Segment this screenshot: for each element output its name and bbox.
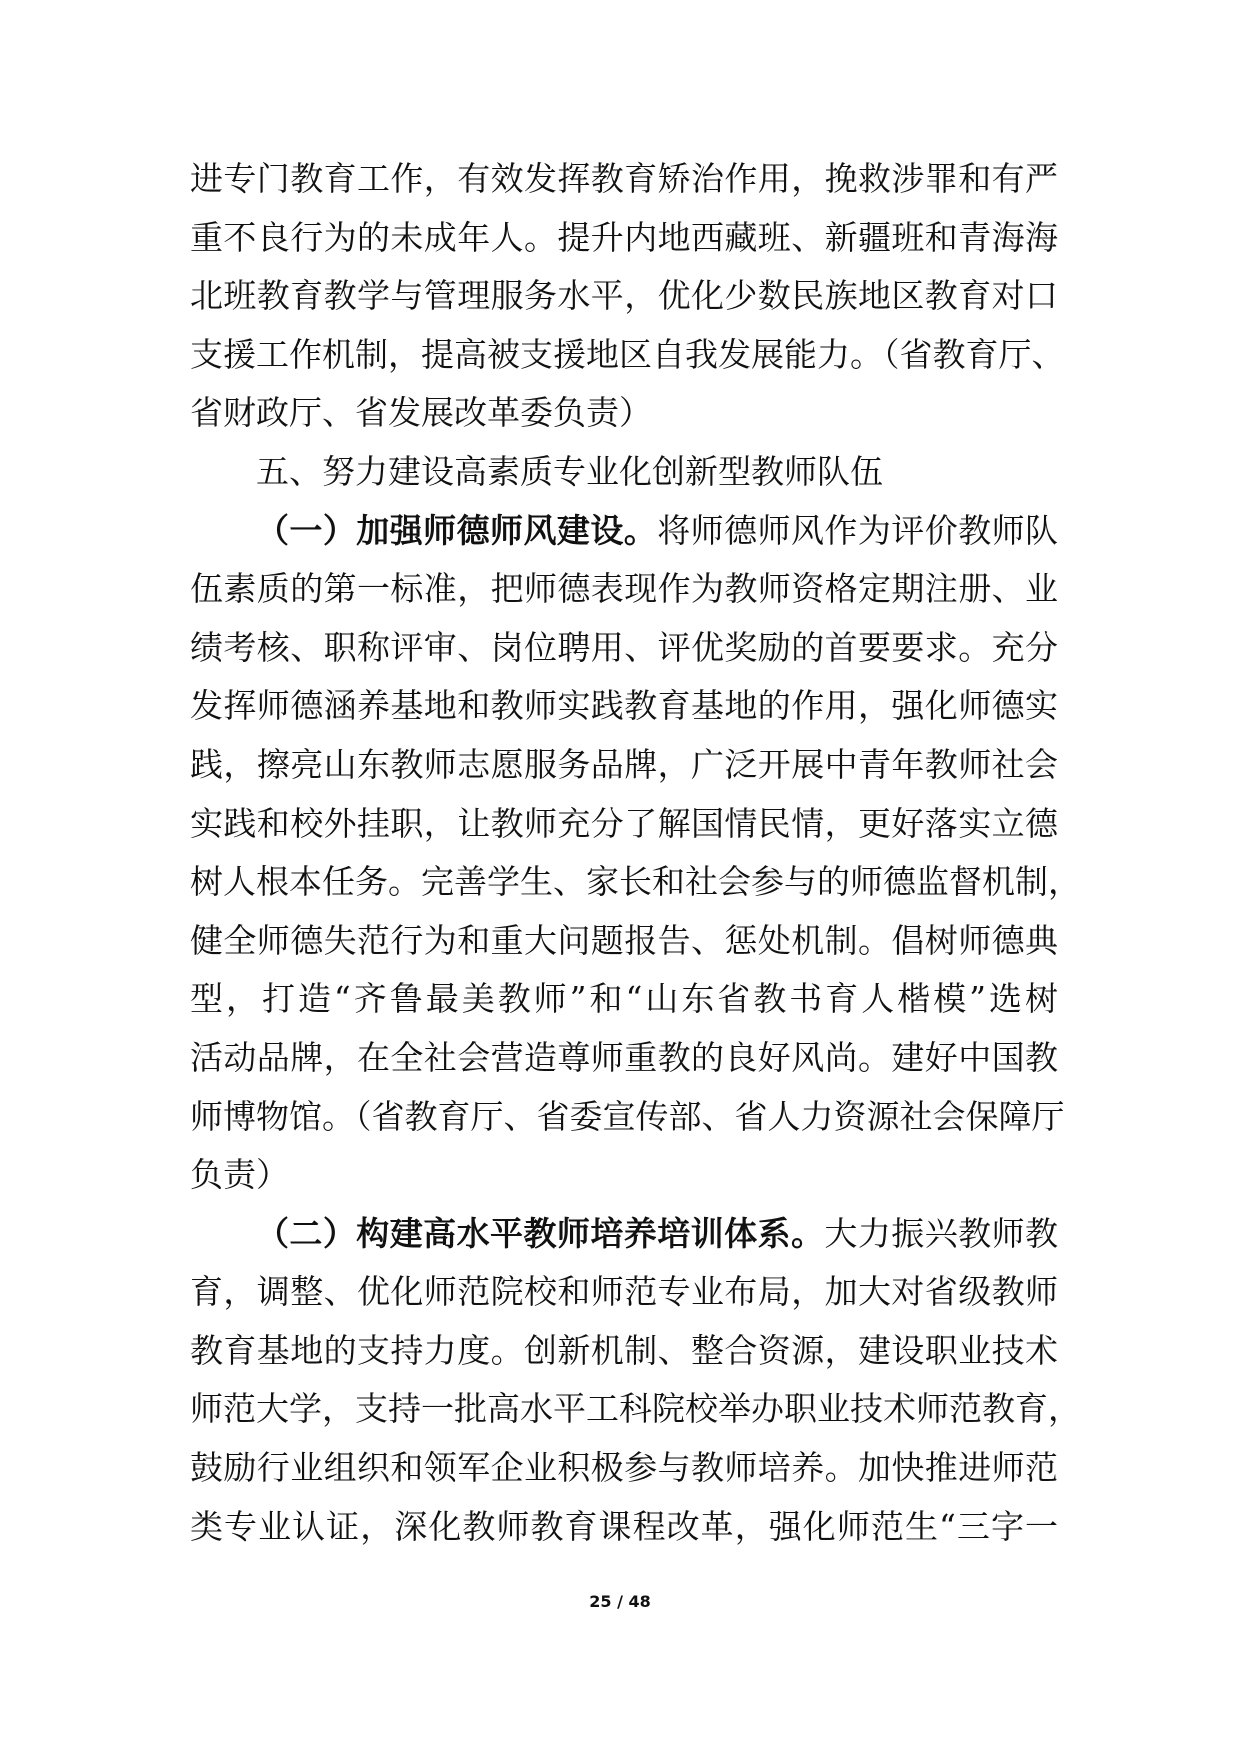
body-text-line: 型，打造“齐鲁最美教师”和“山东省教书育人楷模”选树: [190, 979, 1058, 1019]
subsection-title: （一）加强师德师风建设。: [256, 510, 658, 550]
body-text-line: 发挥师德涵养基地和教师实践教育基地的作用，强化师德实: [190, 686, 1058, 726]
document-body: [190, 150, 1081, 1556]
body-text-line: 育，调整、优化师范院校和师范专业布局，加大对省级教师: [190, 1272, 1058, 1312]
page-number: 25 / 48: [589, 1592, 651, 1611]
body-text-line: 进专门教育工作，有效发挥教育矫治作用，挽救涉罪和有严: [190, 159, 1058, 198]
subsection-first-line: [190, 1205, 1058, 1264]
body-text-line: 伍素质的第一标准，把师德表现作为教师资格定期注册、业: [190, 569, 1058, 609]
body-text-line: 重不良行为的未成年人。提升内地西藏班、新疆班和青海海: [190, 217, 1058, 257]
body-text-line: 健全师德失范行为和重大问题报告、惩处机制。倡树师德典: [190, 920, 1058, 960]
section-heading: 五、努力建设高素质专业化创新型教师队伍: [256, 451, 883, 491]
subsection-first-line: [190, 502, 1058, 561]
subsection-text: 大力振兴教师教: [824, 1213, 1059, 1253]
body-text-line: 活动品牌，在全社会营造尊师重教的良好风尚。建好中国教: [190, 1037, 1058, 1077]
body-text-line: 实践和校外挂职，让教师充分了解国情民情，更好落实立德: [190, 803, 1058, 843]
body-text-line: 师博物馆。（省教育厅、省委宣传部、省人力资源社会保障厅: [190, 1096, 1065, 1136]
body-text-line: 师范大学，支持一批高水平工科院校举办职业技术师范教育，: [190, 1389, 1081, 1429]
body-text-line: 鼓励行业组织和领军企业积极参与教师培养。加快推进师范: [190, 1448, 1058, 1488]
subsection-title: （二）构建高水平教师培养培训体系。: [256, 1213, 825, 1253]
body-text-line: 教育基地的支持力度。创新机制、整合资源，建设职业技术: [190, 1330, 1058, 1370]
body-text-line: 践，擦亮山东教师志愿服务品牌，广泛开展中青年教师社会: [190, 744, 1058, 784]
body-text-line: 负责）: [190, 1155, 289, 1195]
body-text-line: 树人根本任务。完善学生、家长和社会参与的师德监督机制，: [190, 862, 1081, 902]
body-text-line: 支援工作机制，提高被支援地区自我发展能力。（省教育厅、: [190, 334, 1065, 374]
body-text-line: 绩考核、职称评审、岗位聘用、评优奖励的首要要求。充分: [190, 627, 1058, 667]
subsection-text: 将师德师风作为评价教师队: [657, 510, 1059, 550]
body-text-line: 省财政厅、省发展改革委负责）: [190, 393, 652, 433]
body-text-line: 北班教育教学与管理服务水平，优化少数民族地区教育对口: [190, 276, 1058, 316]
body-text-line: 类专业认证，深化教师教育课程改革，强化师范生“三字一: [190, 1506, 1058, 1546]
